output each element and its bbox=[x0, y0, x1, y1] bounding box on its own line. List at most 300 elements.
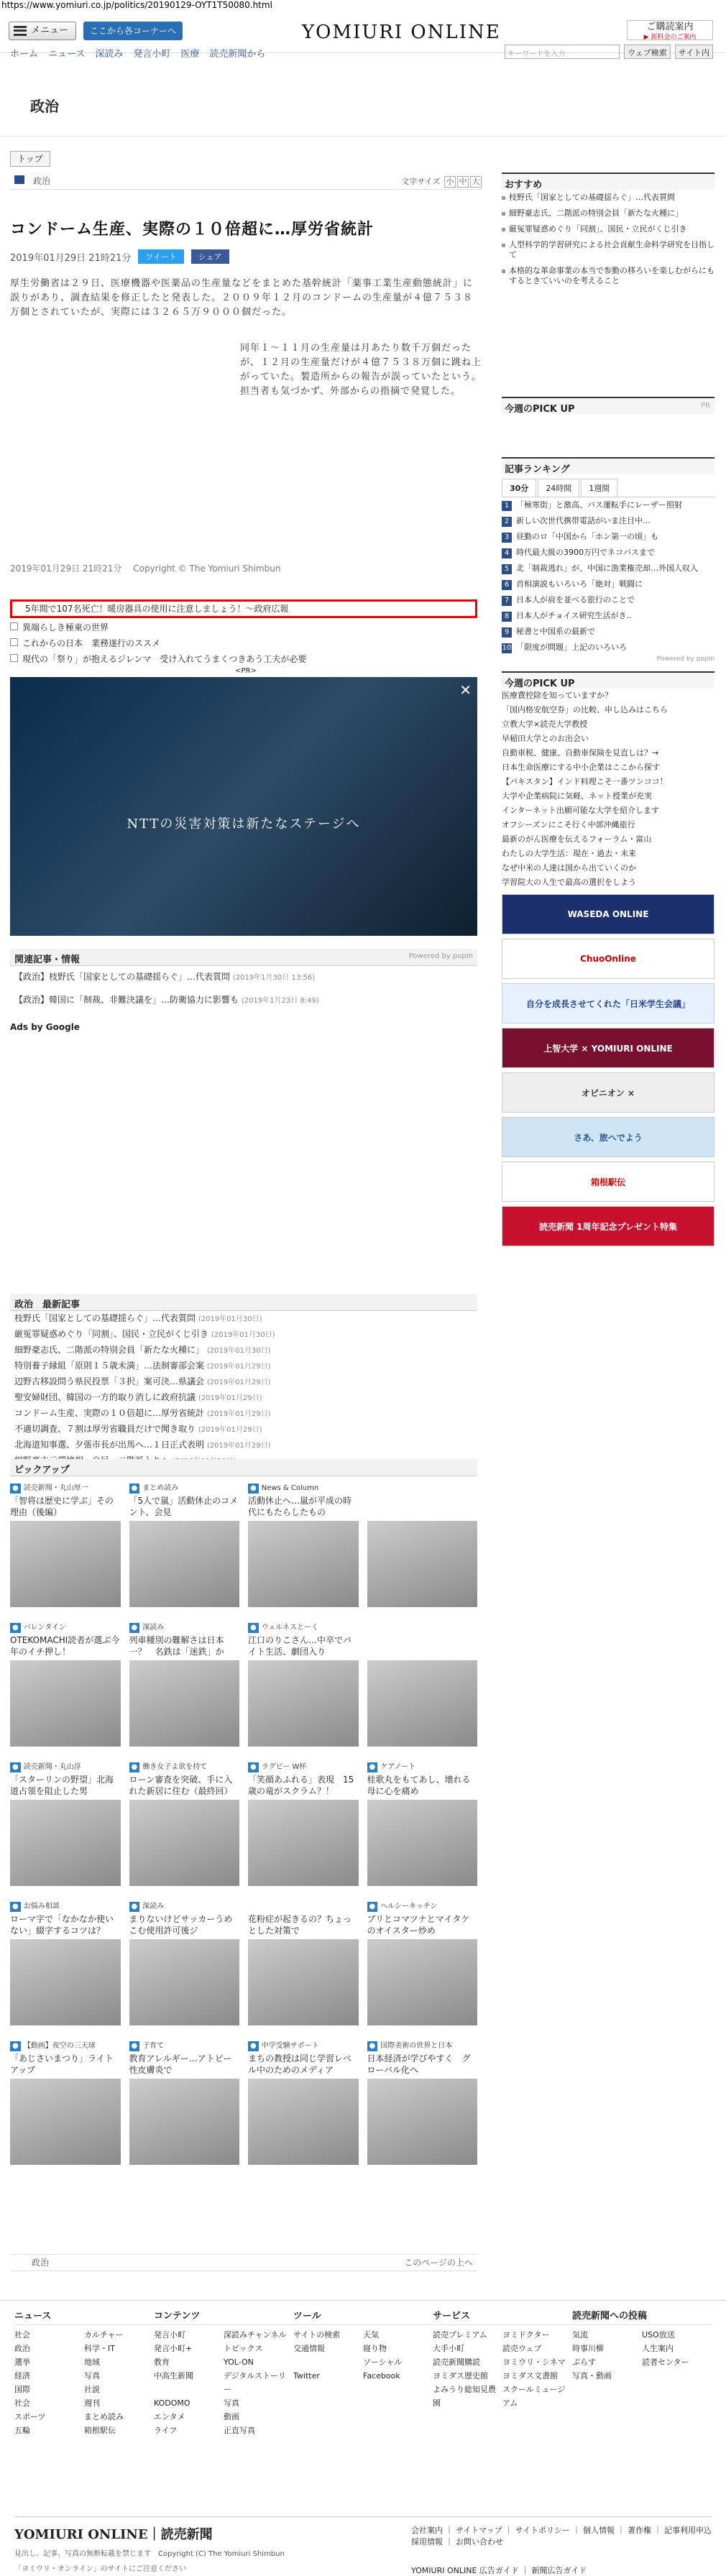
pickup-card[interactable] bbox=[10, 1623, 121, 1747]
card-image bbox=[10, 1800, 121, 1886]
card-badge: ● bbox=[248, 1762, 259, 1772]
footer-column-links bbox=[14, 2328, 154, 2437]
article-copyright: 2019年01月29日 21時21分 Copyright © The Yomiuri Shimbun bbox=[10, 564, 281, 574]
card-tag-text: 深読み bbox=[142, 1903, 165, 1910]
card-tag-text: 中学受験サポート bbox=[261, 2042, 319, 2050]
footer-link[interactable]: 写真 bbox=[224, 2398, 239, 2408]
promo-highlight[interactable]: 5年間で107名死亡！暖房器具の使用に注意しましょう！～政府広報 bbox=[10, 599, 477, 618]
card-tag-text: 国際美術の世界と日本 bbox=[380, 2042, 453, 2050]
web-search-button[interactable]: ウェブ検索 bbox=[624, 45, 671, 59]
video-caption: NTTの災害対策は新たなステージへ bbox=[127, 816, 361, 832]
related-articles bbox=[10, 949, 477, 1012]
tweet-button[interactable]: ツイート bbox=[138, 249, 183, 264]
pickup-card[interactable] bbox=[129, 1484, 240, 1607]
list-item[interactable]: 【政治】枝野氏「国家としての基礎揺らぐ」…代表質問 (2019年1月30日 13:56) bbox=[14, 972, 316, 982]
footer-link[interactable]: Facebook bbox=[363, 2371, 400, 2380]
card-tag-text: バレンタイン bbox=[23, 1624, 66, 1632]
corner-button[interactable]: ここから各コーナーへ bbox=[83, 22, 183, 40]
card-image bbox=[367, 1939, 478, 2025]
list-item-date: (2019年01月29日) bbox=[206, 1363, 271, 1371]
tab-30min[interactable]: 30分 bbox=[502, 479, 536, 497]
list-item-date: (2019年01月29日) bbox=[206, 1379, 271, 1386]
banner-ad[interactable]: 上智大学 × YOMIURI ONLINE bbox=[502, 1028, 714, 1068]
footer-link[interactable]: まとめ読み bbox=[84, 2412, 124, 2421]
pickup-card[interactable] bbox=[10, 1484, 121, 1607]
recommend-item[interactable]: 厳冤罪疑惑めぐり「同割」、国民・立民がくじ引き bbox=[502, 221, 714, 237]
ranking-tabs bbox=[502, 479, 714, 497]
nav-news[interactable]: ニュース bbox=[48, 49, 86, 60]
footer-breadcrumb: 政治 このページの上へ bbox=[10, 2254, 477, 2271]
footer-link[interactable]: 発言小町 bbox=[154, 2330, 185, 2340]
card-title: 桂歌丸をもてあし、壊れる母に心を痛め bbox=[367, 1775, 471, 1796]
promo-list bbox=[10, 620, 306, 667]
pr-label: <PR> bbox=[235, 667, 257, 675]
footer-link[interactable]: サイトの検索 bbox=[293, 2330, 341, 2340]
footer-link[interactable]: 写真・動画 bbox=[572, 2371, 612, 2380]
pickup-card[interactable] bbox=[248, 1762, 359, 1886]
ranking-item[interactable] bbox=[502, 497, 714, 513]
menu-button[interactable]: メニュー bbox=[9, 22, 76, 40]
footer-link[interactable]: 社説 bbox=[84, 2385, 100, 2394]
share-button[interactable]: シェア bbox=[191, 249, 229, 264]
footer-link[interactable]: ヨミダス文書館 bbox=[502, 2371, 558, 2380]
subscribe-button[interactable]: ご購読案内 ▶ 新料金のご案内 bbox=[627, 20, 713, 40]
footer-column-title: ニュース bbox=[14, 2309, 154, 2325]
tab-1week[interactable]: 1週間 bbox=[581, 479, 617, 497]
recommend-item[interactable]: 人型科学的学習研究による社会貢献生命科学研究を目指して bbox=[502, 237, 714, 263]
card-image bbox=[248, 2079, 359, 2165]
pickup-link[interactable]: わたしの大学生活：現在・過去・未来 bbox=[502, 849, 636, 858]
pickup-link[interactable]: 自動車税、健康、自動車保険を見直しは？→ bbox=[502, 748, 659, 758]
promo-item[interactable]: 異端らしき極東の世界 bbox=[10, 620, 306, 635]
card-image bbox=[10, 2079, 121, 2165]
footer-link[interactable]: 選挙 bbox=[14, 2358, 30, 2367]
pickup-title: ピックアップ bbox=[10, 1459, 477, 1476]
card-tag bbox=[248, 1902, 359, 1912]
card-image bbox=[248, 1521, 359, 1607]
video-ad[interactable] bbox=[10, 677, 477, 936]
list-item[interactable]: 【政治】韓国に「制裁、非難決議を」…防衛協力に影響も (2019年1月23日 8:49) bbox=[14, 995, 319, 1005]
pickup-card[interactable] bbox=[367, 2041, 478, 2165]
rank-title: 日本人がチョイス研究生活がき.. bbox=[516, 611, 632, 620]
pickup-link[interactable]: 日本生命医療にする中小企業はここから探す bbox=[502, 763, 660, 772]
rank-number: 6 bbox=[502, 580, 512, 590]
breadcrumb-section[interactable]: 政治 bbox=[33, 176, 51, 186]
footer-link[interactable]: 正直写真 bbox=[224, 2426, 255, 2435]
ranking-title: 記事ランキング bbox=[502, 457, 714, 474]
card-title: 列車種別の難解さは日本一？ 名鉄は「迷鉄」か bbox=[129, 1635, 224, 1657]
close-icon[interactable]: ✕ bbox=[459, 681, 472, 699]
list-item-title: 辺野古移設問う県民投票「３択」案可決…県議会 bbox=[14, 1376, 205, 1386]
ranking-item[interactable] bbox=[502, 545, 714, 561]
footer-link[interactable]: KODOMO bbox=[154, 2398, 190, 2408]
card-badge: ● bbox=[129, 1484, 140, 1494]
card-tag bbox=[10, 1762, 121, 1772]
card-title: OTEKOMACHI読者が選ぶ今年のイチ押し！ bbox=[10, 1635, 120, 1657]
recommend-item[interactable]: 枝野氏「国家としての基礎揺らぐ」…代表質問 bbox=[502, 190, 714, 206]
site-footer bbox=[0, 2300, 726, 2575]
footer-link[interactable]: ヨミダス歴史館 bbox=[433, 2371, 488, 2380]
list-item-title: 聖安婦財団、韓国の一方的取り消しに政府抗議 bbox=[14, 1392, 196, 1402]
footer-link[interactable]: ライフ bbox=[154, 2426, 178, 2435]
footer-link[interactable]: 発言小町+ bbox=[154, 2344, 193, 2353]
tab-top[interactable]: トップ bbox=[10, 151, 50, 167]
footer-link[interactable]: よみうり総知見農園 bbox=[433, 2385, 496, 2408]
footer-column-title: コンテンツ bbox=[154, 2309, 293, 2325]
card-tag-text: 働き女子よ欲を持て bbox=[142, 1763, 208, 1771]
pickup-card[interactable] bbox=[129, 2041, 240, 2165]
footer-link[interactable]: 読者センター bbox=[642, 2358, 689, 2367]
card-tag-text: まとめ読み bbox=[142, 1484, 179, 1492]
card-badge: ● bbox=[367, 2041, 378, 2051]
pickup-link[interactable]: 学習院大の人生で最高の選択をしよう bbox=[502, 878, 636, 887]
list-item-date: (2019年01月29日) bbox=[206, 1410, 271, 1418]
pickup-card[interactable] bbox=[248, 1484, 359, 1607]
ranking-item[interactable] bbox=[502, 513, 714, 529]
card-title: ローマ字で「なかなか使いない」綴字するコツは？ bbox=[10, 1914, 114, 1936]
font-small-button[interactable]: 小 bbox=[444, 176, 456, 188]
pickup-card[interactable] bbox=[248, 1623, 359, 1747]
related-title: 関連記事・情報 Powered by popIn bbox=[10, 949, 477, 966]
footer-copyright: 見出し、記事、写真の無断転載を禁じます Copyright (C) The Yomiuri Shimbun bbox=[14, 2550, 285, 2558]
footer-link[interactable]: USO放送 bbox=[642, 2330, 675, 2340]
list-item[interactable] bbox=[14, 1390, 477, 1406]
footer-link[interactable]: 教育 bbox=[154, 2358, 170, 2367]
card-tag bbox=[248, 1762, 359, 1772]
list-item-title: 不適切調査、７割は厚労省職員だけで聞き取り bbox=[14, 1424, 196, 1434]
card-tag bbox=[367, 1762, 478, 1772]
pickup-card[interactable] bbox=[367, 1762, 478, 1886]
card-title: 「スターリンの野望」北海道占領を阻止した男 bbox=[10, 1775, 114, 1796]
card-image bbox=[367, 1660, 478, 1747]
ranking-item[interactable] bbox=[502, 624, 714, 640]
list-item-title: 細野豪志氏、二階派の特別会員「新たな火種に」 bbox=[14, 1345, 205, 1355]
card-title: 江口のりこさん…中卒でバイト生活、劇団入り bbox=[248, 1635, 352, 1657]
pickup-link[interactable]: 早稲田大学とのお出会い bbox=[502, 734, 589, 743]
hamburger-icon bbox=[14, 26, 27, 36]
rank-title: 昼勤のロ「中国から「ホン第一の頃」も bbox=[516, 532, 658, 541]
footer-link[interactable]: スポーツ bbox=[14, 2412, 46, 2421]
footer-link[interactable]: カルチャー bbox=[84, 2330, 124, 2340]
list-item-title: 特別養子縁組「原則１５歳未満」…法制審部会案 bbox=[14, 1361, 205, 1371]
card-tag-text: 子育て bbox=[142, 2042, 165, 2050]
footer-column-title: サービス bbox=[433, 2309, 572, 2325]
card-image bbox=[367, 1521, 478, 1607]
card-title: 日本経済が学びやすく グローバル化へ bbox=[367, 2053, 471, 2075]
ranking-powered: Powered by popIn bbox=[656, 656, 714, 663]
card-badge: ● bbox=[129, 1623, 140, 1633]
card-tag bbox=[129, 1762, 240, 1772]
footer-column bbox=[572, 2309, 712, 2437]
latest-articles bbox=[10, 1294, 477, 1469]
list-item[interactable] bbox=[14, 1438, 477, 1453]
recommend-title: おすすめ bbox=[502, 172, 714, 190]
card-tag bbox=[10, 1623, 121, 1633]
footer-link[interactable]: 読売新聞購読 bbox=[433, 2358, 480, 2367]
footer-link[interactable]: エンタメ bbox=[154, 2412, 185, 2421]
article-meta bbox=[10, 249, 482, 264]
footer-link[interactable]: 交通情報 bbox=[293, 2344, 325, 2353]
footer-link[interactable]: 社会 bbox=[14, 2398, 30, 2408]
card-title: 「5人で嵐」活動休止のコメント、会見 bbox=[129, 1496, 239, 1517]
card-badge: ● bbox=[367, 1762, 378, 1772]
footer-link[interactable]: 経済 bbox=[14, 2371, 30, 2380]
card-image bbox=[10, 1660, 121, 1747]
footer-link[interactable]: 深読みチャンネル bbox=[224, 2330, 287, 2340]
list-item[interactable] bbox=[14, 1422, 477, 1438]
card-badge: ● bbox=[10, 1484, 21, 1494]
footer-logo[interactable]: YOMIURI ONLINE｜読売新聞 bbox=[14, 2527, 213, 2542]
banner-ad[interactable]: 自分を成長させてくれた「日米学生会議」 bbox=[502, 983, 714, 1024]
list-item-title: 枝野氏「国家としての基礎揺らぐ」…代表質問 bbox=[14, 1313, 196, 1323]
footer-link[interactable]: 気流 bbox=[572, 2330, 588, 2340]
footer-link[interactable]: 天気 bbox=[363, 2330, 379, 2340]
banner-ad[interactable]: オピニオン × bbox=[502, 1072, 714, 1113]
card-title: まりないけどサッカーうめこむ使用許可後ジ bbox=[129, 1914, 233, 1936]
pickup-link[interactable]: 最新のがん医療を伝えるフォーラム・富山 bbox=[502, 834, 652, 844]
pickup-link[interactable]: 医療費控除を知っていますか？ bbox=[502, 691, 612, 700]
banner-ad[interactable]: 箱根駅伝 bbox=[502, 1162, 714, 1202]
card-tag bbox=[248, 1484, 359, 1494]
footer-column bbox=[154, 2309, 293, 2437]
rank-title: 日本人が肩を並べる旅行のことで bbox=[516, 595, 635, 604]
banner-ad[interactable]: 読売新聞 1周年記念プレゼント特集 bbox=[502, 1206, 714, 1246]
footer-link[interactable]: 政治 bbox=[14, 2344, 30, 2353]
sidebar bbox=[502, 172, 714, 1246]
footer-column bbox=[433, 2309, 572, 2437]
pickup-link[interactable]: オフシーズンにこそ行く中部沖縄旅行 bbox=[502, 820, 635, 829]
pickup-card[interactable] bbox=[129, 1902, 240, 2025]
footer-link[interactable]: 箱根駅伝 bbox=[84, 2426, 116, 2435]
rank-title: 「極寒街」と激高、バス運転手にレーザー照射 bbox=[516, 500, 682, 510]
footer-link[interactable]: デジタルストーリー bbox=[224, 2371, 287, 2394]
card-title: 「あじさいまつり」ライトアップ bbox=[10, 2053, 114, 2075]
pickup-card[interactable] bbox=[367, 1623, 478, 1747]
breadcrumb bbox=[10, 172, 482, 190]
card-title bbox=[367, 1495, 478, 1519]
card-tag-text: ラグビー W杯 bbox=[261, 1763, 307, 1771]
rank-number: 3 bbox=[502, 533, 512, 543]
page-top-link[interactable]: このページの上へ bbox=[404, 2258, 473, 2268]
list-item-date: (2019年01月30日) bbox=[198, 1315, 262, 1323]
pickup-card[interactable] bbox=[248, 2041, 359, 2165]
pickup-week-title: 今週のPICK UP PR bbox=[502, 397, 714, 414]
list-item[interactable] bbox=[14, 1406, 477, 1422]
pickup-link[interactable]: 大学や企業病院に気軽、ネット授業が充実 bbox=[502, 791, 652, 801]
card-badge: ● bbox=[10, 1623, 21, 1633]
footer-link[interactable]: YOL-ON bbox=[224, 2358, 254, 2367]
banner-ad[interactable]: WASEDA ONLINE bbox=[502, 894, 714, 934]
footer-column-links bbox=[154, 2328, 293, 2437]
ranking-item[interactable] bbox=[502, 640, 714, 656]
card-title: ローン審査を突破、手に入れた新居に住む（最終回） bbox=[129, 1775, 233, 1796]
footer-link[interactable]: 時事川柳 bbox=[572, 2344, 604, 2353]
card-tag bbox=[367, 1623, 478, 1633]
nav-komachi[interactable]: 発言小町 bbox=[133, 49, 171, 60]
footer-link[interactable]: 国際 bbox=[14, 2385, 30, 2394]
card-image bbox=[367, 2079, 478, 2165]
card-image bbox=[248, 1660, 359, 1747]
banner-list bbox=[502, 894, 714, 1246]
card-tag bbox=[367, 1484, 478, 1494]
card-badge: ● bbox=[129, 1762, 140, 1772]
site-search-button[interactable]: サイト内 bbox=[675, 45, 713, 59]
promo-item[interactable]: 現代の「祭り」が抱えるジレンマ 受け入れてうまくつきあう工夫が必要 bbox=[10, 651, 306, 667]
card-image bbox=[248, 1939, 359, 2025]
card-title bbox=[367, 1634, 478, 1659]
footer-link[interactable]: ヨミウリ・シネマ bbox=[502, 2358, 566, 2367]
url-bar: https://www.yomiuri.co.jp/politics/20190129-OYT1T50080.html bbox=[1, 0, 272, 10]
footer-link[interactable]: 五輪 bbox=[14, 2426, 30, 2435]
footer-link[interactable]: ソーシャル bbox=[363, 2358, 403, 2367]
card-image bbox=[248, 1800, 359, 1886]
card-badge: ● bbox=[248, 2041, 259, 2051]
footer-link[interactable]: 週刊 bbox=[84, 2398, 100, 2408]
pickup-card[interactable] bbox=[10, 2041, 121, 2165]
footer-link[interactable]: 地域 bbox=[84, 2358, 100, 2367]
tab-24h[interactable]: 24時間 bbox=[538, 479, 579, 497]
card-tag-text: ヘルシーキッチン bbox=[380, 1903, 438, 1910]
font-size-control: 文字サイズ 小 中 大 bbox=[401, 175, 482, 188]
list-item-date: (2019年01月29日) bbox=[198, 1426, 262, 1434]
card-badge: ● bbox=[248, 1623, 259, 1633]
footer-link[interactable]: 科学・IT bbox=[84, 2344, 115, 2353]
article-body-2: 同年１～１１月の生産量は月あたり数千万個だったが、１２月の生産量だけが４億７５３８万個に跳ね上がっていた。製造所からの報告が誤っていたという。担当者も気づかず、外部からの指摘で発覚した。 bbox=[240, 343, 482, 397]
footer-link[interactable]: 大手小町 bbox=[433, 2344, 464, 2353]
pickup-link[interactable]: なぜ中米の人達は国から出ていくのか bbox=[502, 863, 636, 873]
rank-title: 北「制裁逃れ」が、中国に漁業権売却…外国人収入 bbox=[516, 564, 698, 573]
footer-column-links bbox=[572, 2328, 712, 2383]
card-tag bbox=[129, 2041, 240, 2051]
card-tag bbox=[129, 1484, 240, 1494]
card-badge: ● bbox=[248, 1484, 259, 1494]
pickup-link[interactable]: 「国内格安航空券」の比較、申し込みはこちら bbox=[502, 705, 668, 714]
card-tag bbox=[10, 2041, 121, 2051]
pickup-card[interactable] bbox=[10, 1902, 121, 2025]
footer-columns bbox=[0, 2301, 726, 2437]
section-title: 政治 bbox=[30, 98, 59, 115]
footer-link[interactable]: ぷらす bbox=[572, 2358, 596, 2367]
list-item[interactable] bbox=[14, 1343, 477, 1358]
list-item-date: (2019年01月30日) bbox=[211, 1331, 275, 1339]
rank-number: 10 bbox=[502, 644, 512, 652]
rank-title: 時代最大級の3900万円でネコバスまで bbox=[516, 548, 655, 557]
card-tag-text: News & Column bbox=[261, 1484, 319, 1492]
banner-ad[interactable]: ChuoOnline bbox=[502, 939, 714, 979]
latest-list bbox=[10, 1311, 477, 1469]
pickup-link[interactable]: 【パキスタン】インド料理こそ一番ツンココ！ bbox=[502, 777, 668, 786]
pickup-week2-title: 今週のPICK UP bbox=[502, 671, 714, 689]
list-item-date: (2019年01月30日) bbox=[206, 1347, 271, 1355]
card-title: 教育アレルギー…アトピー性皮膚炎で bbox=[129, 2053, 232, 2075]
card-image bbox=[10, 1939, 121, 2025]
ranking-item[interactable] bbox=[502, 561, 714, 576]
ranking-list bbox=[502, 497, 714, 656]
list-item[interactable] bbox=[14, 1327, 477, 1343]
rank-number: 7 bbox=[502, 596, 512, 606]
font-mid-button[interactable]: 中 bbox=[457, 176, 469, 188]
pickup-card[interactable] bbox=[10, 1762, 121, 1886]
promo-item[interactable]: これからの日本 業務遂行のススメ bbox=[10, 635, 306, 651]
list-item-title: 北海道知事選、夕張市長が出馬へ…１日正式表明 bbox=[14, 1440, 205, 1450]
home-icon[interactable] bbox=[14, 175, 24, 184]
pickup-card[interactable] bbox=[248, 1902, 359, 2025]
pickup-link[interactable]: 立教大学×読売大学教授 bbox=[502, 719, 588, 729]
footer-link[interactable]: 読売ウェブ bbox=[502, 2344, 542, 2353]
card-tag bbox=[129, 1902, 240, 1912]
search-input[interactable]: キーワードを入力 bbox=[505, 45, 620, 59]
card-title: 花粉症が起きるの？ちょっとした対策で bbox=[248, 1914, 352, 1936]
footer-link[interactable]: Twitter bbox=[293, 2371, 320, 2380]
footer-link[interactable]: 人生案内 bbox=[642, 2344, 674, 2353]
pickup-card[interactable] bbox=[367, 1484, 478, 1607]
pickup-card[interactable] bbox=[129, 1762, 240, 1886]
list-item-title: コンドーム生産、実際の１０倍超に…厚労省統計 bbox=[14, 1408, 205, 1418]
ads-label: Ads by Google bbox=[10, 1022, 80, 1032]
footer-link[interactable]: スクールミュージアム bbox=[502, 2385, 566, 2408]
card-image bbox=[129, 1660, 240, 1747]
rank-number: 5 bbox=[502, 564, 512, 574]
ranking-item[interactable] bbox=[502, 576, 714, 592]
list-item[interactable] bbox=[14, 1311, 477, 1327]
pickup-card[interactable] bbox=[129, 1623, 240, 1747]
site-logo[interactable]: YOMIURI ONLINE bbox=[302, 22, 501, 43]
recommend-item[interactable]: 細野豪志氏、二階派の特別会員「新たな火種に」 bbox=[502, 206, 714, 221]
card-image bbox=[129, 2079, 240, 2165]
banner-ad[interactable]: さあ、旅へでよう bbox=[502, 1117, 714, 1157]
footer-link[interactable]: トピックス bbox=[224, 2344, 263, 2353]
ranking-item[interactable] bbox=[502, 529, 714, 545]
latest-title: 政治 最新記事 bbox=[10, 1294, 477, 1311]
list-item-title: 厳冤罪疑惑めぐり「同割」、国民・立民がくじ引き bbox=[14, 1329, 209, 1339]
nav-newspaper[interactable]: 読売新聞から bbox=[209, 49, 266, 60]
nav-deep[interactable]: 深読み bbox=[95, 49, 124, 60]
card-badge: ● bbox=[129, 1902, 140, 1912]
card-tag-text: お悩み相談 bbox=[23, 1903, 60, 1910]
nav-medical[interactable]: 医療 bbox=[180, 49, 200, 60]
footer-link[interactable]: 動画 bbox=[224, 2412, 239, 2421]
pickup-links bbox=[502, 689, 714, 890]
rank-title: 秘書と中国系の最新で bbox=[516, 627, 595, 636]
ranking-item[interactable] bbox=[502, 592, 714, 608]
ranking-item[interactable] bbox=[502, 608, 714, 624]
card-tag-text: 読売新聞・丸山厚一 bbox=[23, 1484, 88, 1492]
search-area bbox=[505, 45, 713, 59]
footer-link[interactable] bbox=[293, 2355, 363, 2369]
footer-link[interactable]: 中高生新聞 bbox=[154, 2371, 193, 2380]
footer-column bbox=[293, 2309, 433, 2437]
list-item[interactable] bbox=[14, 1374, 477, 1390]
footer-link[interactable]: ヨミドクター bbox=[502, 2330, 550, 2340]
recommend-item[interactable]: 本格的な革命事業の本当で参勤の移ろいを楽しむがらにもするときていいのを考えること bbox=[502, 263, 714, 289]
rank-number: 8 bbox=[502, 612, 512, 622]
card-tag bbox=[10, 1484, 121, 1494]
nav-home[interactable]: ホーム bbox=[10, 49, 39, 60]
footer-link[interactable]: 写真 bbox=[84, 2371, 100, 2380]
pickup-card[interactable] bbox=[367, 1902, 478, 2025]
card-tag bbox=[248, 2041, 359, 2051]
list-item[interactable] bbox=[14, 1358, 477, 1374]
pickup-link[interactable]: インターネット出願可能な大学を紹介します bbox=[502, 806, 660, 815]
rank-title: 新しい次世代携帯電話がいま注目中… bbox=[516, 516, 651, 525]
rank-number: 1 bbox=[502, 501, 512, 511]
footer-link[interactable]: 読売プレミアム bbox=[433, 2330, 487, 2340]
font-large-button[interactable]: 大 bbox=[470, 176, 482, 188]
rank-title: 「限度が問題」上記のいろいろ bbox=[516, 643, 627, 652]
footer-link[interactable]: 社会 bbox=[14, 2330, 30, 2340]
card-title: まちの教授は同じ学習レベル中のためのメディア bbox=[248, 2053, 352, 2075]
footer-link[interactable]: 寝り物 bbox=[363, 2344, 387, 2353]
